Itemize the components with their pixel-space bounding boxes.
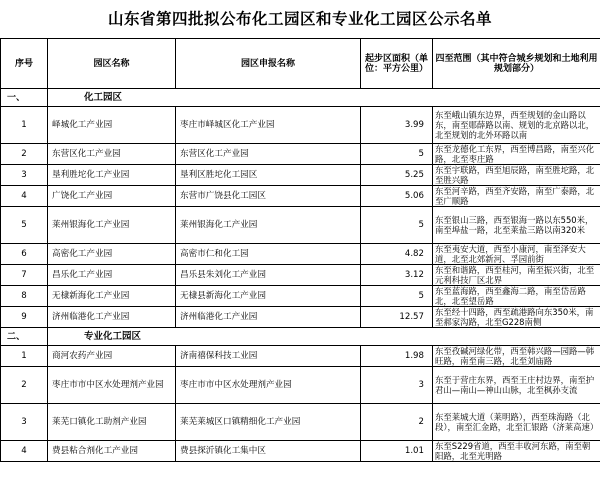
- apply-name-cell: 费县探沂镇化工集中区: [176, 441, 361, 462]
- row-seq: 7: [1, 265, 48, 286]
- park-name-cell: 费县粘合剂化工产业园: [48, 441, 176, 462]
- header-seq: 序号: [1, 39, 48, 89]
- table-body: [1, 89, 600, 462]
- apply-name-cell: 东营市广饶县化工园区: [176, 186, 361, 207]
- table-row: [1, 404, 600, 441]
- park-name-cell: 济州临港化工产业园: [48, 307, 176, 328]
- area-cell: 1.98: [361, 346, 433, 367]
- table-row: [1, 286, 600, 307]
- park-name-cell: 枣庄市市中区水处理剂产业园: [48, 367, 176, 404]
- apply-name-cell: 济南禧保科技工业园: [176, 346, 361, 367]
- area-cell: 5: [361, 144, 433, 165]
- row-seq: 6: [1, 244, 48, 265]
- apply-name-cell: 济州临港化工产业园: [176, 307, 361, 328]
- range-cell: 东至孜碱河绿化带，西至韩兴路—园路—韩旺路，南至南三路，北至刘庙路: [433, 346, 600, 367]
- section-row: [1, 89, 600, 107]
- area-cell: 5: [361, 207, 433, 244]
- section-title: 化工园区: [48, 89, 600, 107]
- apply-name-cell: 莱芜莱城区口镇精细化工产业园: [176, 404, 361, 441]
- area-cell: 1.01: [361, 441, 433, 462]
- row-seq: 2: [1, 144, 48, 165]
- apply-name-cell: 昌乐县朱刘化工产业园: [176, 265, 361, 286]
- apply-name-cell: 垦利区胜坨化工园区: [176, 165, 361, 186]
- row-seq: 4: [1, 186, 48, 207]
- park-name-cell: 莱州银海化工产业园: [48, 207, 176, 244]
- table-row: [1, 107, 600, 144]
- range-cell: 东至河辛路，西至齐安路，南至广泰路，北至广顺路: [433, 186, 600, 207]
- area-cell: 5.25: [361, 165, 433, 186]
- range-cell: 东至夷安大道，西至小康河，南至泽安大道，北至北郊新河、孚园前街: [433, 244, 600, 265]
- park-name-cell: 莱芜口镇化工助剂产业园: [48, 404, 176, 441]
- row-seq: 8: [1, 286, 48, 307]
- table-row: [1, 367, 600, 404]
- park-name-cell: 商河农药产业园: [48, 346, 176, 367]
- range-cell: 东至莱城大道（莱明路），西至珠海路（北段），南至汇金路，北至汇银路（济莱高速）: [433, 404, 600, 441]
- table-row: [1, 186, 600, 207]
- table-row: [1, 144, 600, 165]
- table-row: [1, 165, 600, 186]
- apply-name-cell: 高密市仁和化工园: [176, 244, 361, 265]
- range-cell: 东至和谐路，西至桂河，南至振兴街，北至元利科技厂区北界: [433, 265, 600, 286]
- area-cell: 4.82: [361, 244, 433, 265]
- range-cell: 东至S229省道，西至丰收河东路，南至朝阳路，北至光明路: [433, 441, 600, 462]
- park-list-table: [0, 38, 600, 462]
- range-cell: 东至经十四路，西至疏港路向东350米，南至郝家沟路，北至G228南侧: [433, 307, 600, 328]
- table-row: [1, 307, 600, 328]
- area-cell: 2: [361, 404, 433, 441]
- apply-name-cell: 枣庄市峄城区化工产业园: [176, 107, 361, 144]
- row-seq: 1: [1, 346, 48, 367]
- area-cell: 3.12: [361, 265, 433, 286]
- park-name-cell: 无棣新海化工产业园: [48, 286, 176, 307]
- area-cell: 5.06: [361, 186, 433, 207]
- page-title: 山东省第四批拟公布化工园区和专业化工园区公示名单: [107, 9, 492, 28]
- park-name-cell: 东营区化工产业园: [48, 144, 176, 165]
- table-header-row: [1, 39, 600, 89]
- range-cell: 东至龙德化工东界，西至博昌路，南至兴化路，北至枣庄路: [433, 144, 600, 165]
- park-name-cell: 垦利胜坨化工产业园: [48, 165, 176, 186]
- range-cell: 东至蓝海路，西至鑫海二路，南至岱岳路北，北至望岳路: [433, 286, 600, 307]
- header-area: 起步区面积（单位：平方公里）: [361, 39, 433, 89]
- range-cell: 东至银山三路，西至银海一路以东550米，南至埠盐一路，北至莱盐三路以南320米: [433, 207, 600, 244]
- section-row: [1, 328, 600, 346]
- table-row: [1, 265, 600, 286]
- table-row: [1, 207, 600, 244]
- row-seq: 2: [1, 367, 48, 404]
- header-range: 四至范围（其中符合城乡规划和土地利用规划部分）: [433, 39, 600, 89]
- row-seq: 5: [1, 207, 48, 244]
- apply-name-cell: 东营区化工产业园: [176, 144, 361, 165]
- table-row: [1, 346, 600, 367]
- header-park-name: 园区名称: [48, 39, 176, 89]
- park-name-cell: 峄城化工产业园: [48, 107, 176, 144]
- area-cell: 3.99: [361, 107, 433, 144]
- area-cell: 3: [361, 367, 433, 404]
- header-apply-name: 园区申报名称: [176, 39, 361, 89]
- row-seq: 9: [1, 307, 48, 328]
- park-name-cell: 广饶化工产业园: [48, 186, 176, 207]
- park-name-cell: 高密化工产业园: [48, 244, 176, 265]
- area-cell: 12.57: [361, 307, 433, 328]
- table-row: [1, 441, 600, 462]
- section-number: 一、: [1, 89, 48, 107]
- apply-name-cell: 无棣县新海化工产业园: [176, 286, 361, 307]
- park-name-cell: 昌乐化工产业园: [48, 265, 176, 286]
- row-seq: 3: [1, 165, 48, 186]
- apply-name-cell: 莱州银海化工产业园: [176, 207, 361, 244]
- row-seq: 4: [1, 441, 48, 462]
- area-cell: 5: [361, 286, 433, 307]
- row-seq: 1: [1, 107, 48, 144]
- range-cell: 东至宇联路，西至旭辰路，南至胜坨路，北至胜兴路: [433, 165, 600, 186]
- range-cell: 东至峨山镇东边界，西至规划的金山路以东，南至郧薛路以南、规划的北京路以北，北至规划的北外环路以南: [433, 107, 600, 144]
- table-row: [1, 244, 600, 265]
- apply-name-cell: 枣庄市市中区水处理剂产业园: [176, 367, 361, 404]
- section-title: 专业化工园区: [48, 328, 600, 346]
- range-cell: 东至于营庄东界，西至王庄村边界，南至护君山—南山—神山山脉，北至枫孙支流: [433, 367, 600, 404]
- row-seq: 3: [1, 404, 48, 441]
- section-number: 二、: [1, 328, 48, 346]
